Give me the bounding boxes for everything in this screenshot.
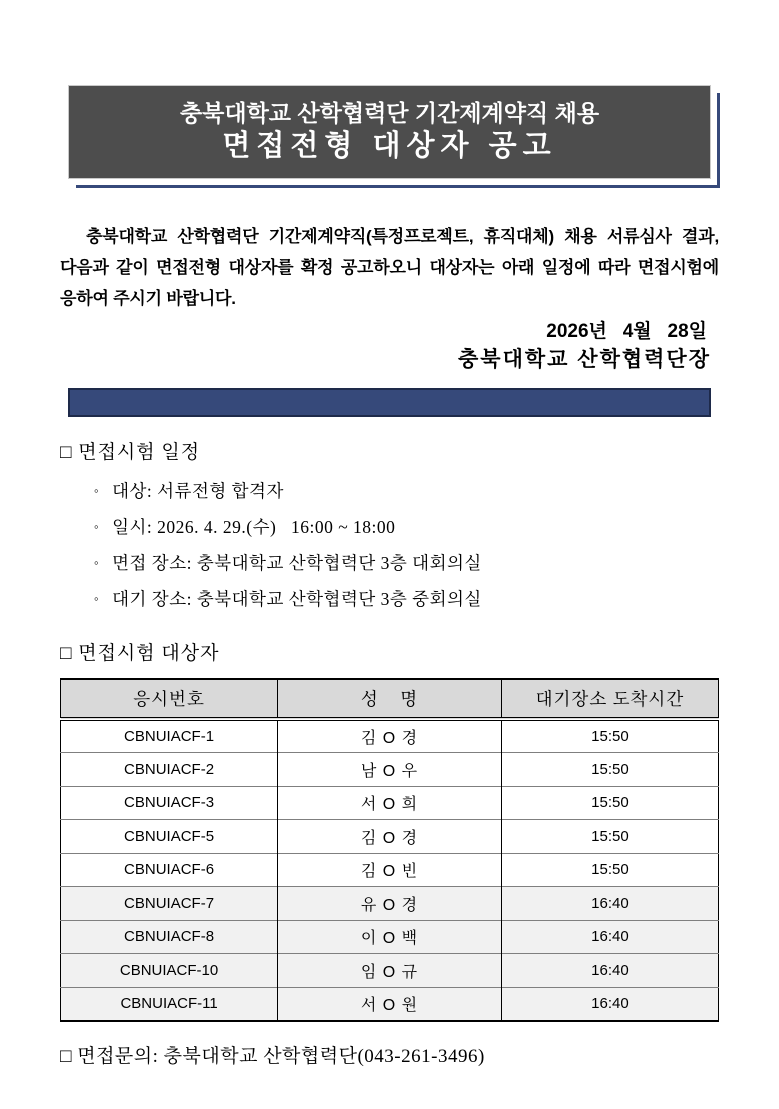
cell-applicant-no: CBNUIACF-1 <box>124 728 215 745</box>
cell-arrival-time: 16:40 <box>501 987 718 1021</box>
cell-name: 이 O 백 <box>278 920 502 954</box>
table-row <box>61 753 719 787</box>
table-row <box>61 954 719 988</box>
cell-arrival-time: 16:40 <box>501 920 718 954</box>
cell-arrival-time: 15:50 <box>501 786 718 820</box>
candidates-table-head <box>61 679 719 719</box>
table-row <box>61 786 719 820</box>
bullet-circle-icon: ◦ <box>94 555 100 570</box>
schedule-item-text: 대기 장소: 충북대학교 산학협력단 3층 중회의실 <box>112 589 482 609</box>
cell-name: 서 O 희 <box>278 786 502 820</box>
cell-arrival-time: 16:40 <box>501 954 718 988</box>
cell-applicant-no: CBNUIACF-11 <box>61 987 278 1021</box>
cell-arrival-time: 16:40 <box>501 887 718 921</box>
cell-applicant-no: CBNUIACF-6 <box>61 853 278 887</box>
col-header-name: 성 명 <box>278 679 502 719</box>
bullet-circle-icon: ◦ <box>94 483 100 498</box>
cell-arrival-time: 15:50 <box>501 719 718 753</box>
schedule-item <box>94 510 719 546</box>
issuer-name: 충북대학교 산학협력단장 <box>458 348 711 371</box>
title-box <box>68 85 711 179</box>
issue-date: 2026년 4월 28일 <box>546 321 707 342</box>
intro-paragraph: 충북대학교 산학협력단 기간제계약직(특정프로젝트, 휴직대체) 채용 서류심사 결과, 다음과 같이 면접전형 대상자를 확정 공고하오니 대상자는 아래 일정에 따라 면접시험에 응하여 주시기 바랍니다. <box>60 227 719 308</box>
cell-name: 임 O 규 <box>278 954 502 988</box>
cell-name: 서 O 원 <box>278 987 502 1021</box>
cell-arrival-time: 15:50 <box>501 753 718 787</box>
schedule-item <box>94 474 719 510</box>
bullet-circle-icon: ◦ <box>94 519 100 534</box>
navy-divider-bar <box>68 388 711 417</box>
cell-name: 김 O 경 <box>278 719 502 753</box>
candidates-tbody <box>61 719 719 1021</box>
title-line-1: 충북대학교 산학협력단 기간제계약직 채용 <box>179 100 600 126</box>
cell-applicant-no: CBNUIACF-7 <box>61 887 278 921</box>
contact-line: □ 면접문의: 충북대학교 산학협력단(043-261-3496) <box>60 1045 485 1067</box>
table-row <box>61 887 719 921</box>
col-header-arrival-time: 대기장소 도착시간 <box>501 679 718 719</box>
cell-name: 김 O 경 <box>278 820 502 854</box>
table-row <box>61 853 719 887</box>
schedule-item <box>94 582 719 618</box>
schedule-item-text: 면접 장소: 충북대학교 산학협력단 3층 대회의실 <box>112 553 482 573</box>
bullet-circle-icon: ◦ <box>94 591 100 606</box>
cell-name: 유 O 경 <box>278 887 502 921</box>
col-header-applicant-no: 응시번호 <box>61 679 278 719</box>
schedule-list <box>60 474 719 618</box>
cell-applicant-no: CBNUIACF-8 <box>61 920 278 954</box>
schedule-heading: □ 면접시험 일정 <box>60 442 201 463</box>
cell-arrival-time: 15:50 <box>501 820 718 854</box>
cell-applicant-no: CBNUIACF-3 <box>61 786 278 820</box>
cell-applicant-no: CBNUIACF-2 <box>61 753 278 787</box>
schedule-item-text: 대상: 서류전형 합격자 <box>112 481 284 501</box>
table-row <box>61 719 719 753</box>
table-row <box>61 987 719 1021</box>
candidates-table <box>60 678 719 1022</box>
cell-applicant-no: CBNUIACF-5 <box>61 820 278 854</box>
cell-name: 김 O 빈 <box>278 853 502 887</box>
candidates-heading: □ 면접시험 대상자 <box>60 643 220 664</box>
table-row <box>61 920 719 954</box>
cell-arrival-time: 15:50 <box>501 853 718 887</box>
schedule-item-text: 일시: 2026. 4. 29.(수) 16:00 ~ 18:00 <box>112 517 396 537</box>
cell-name: 남 O 우 <box>278 753 502 787</box>
table-row <box>61 820 719 854</box>
header-row <box>61 679 719 719</box>
schedule-item <box>94 546 719 582</box>
cell-applicant-no: CBNUIACF-10 <box>61 954 278 988</box>
title-line-2: 면접전형 대상자 공고 <box>222 130 557 162</box>
